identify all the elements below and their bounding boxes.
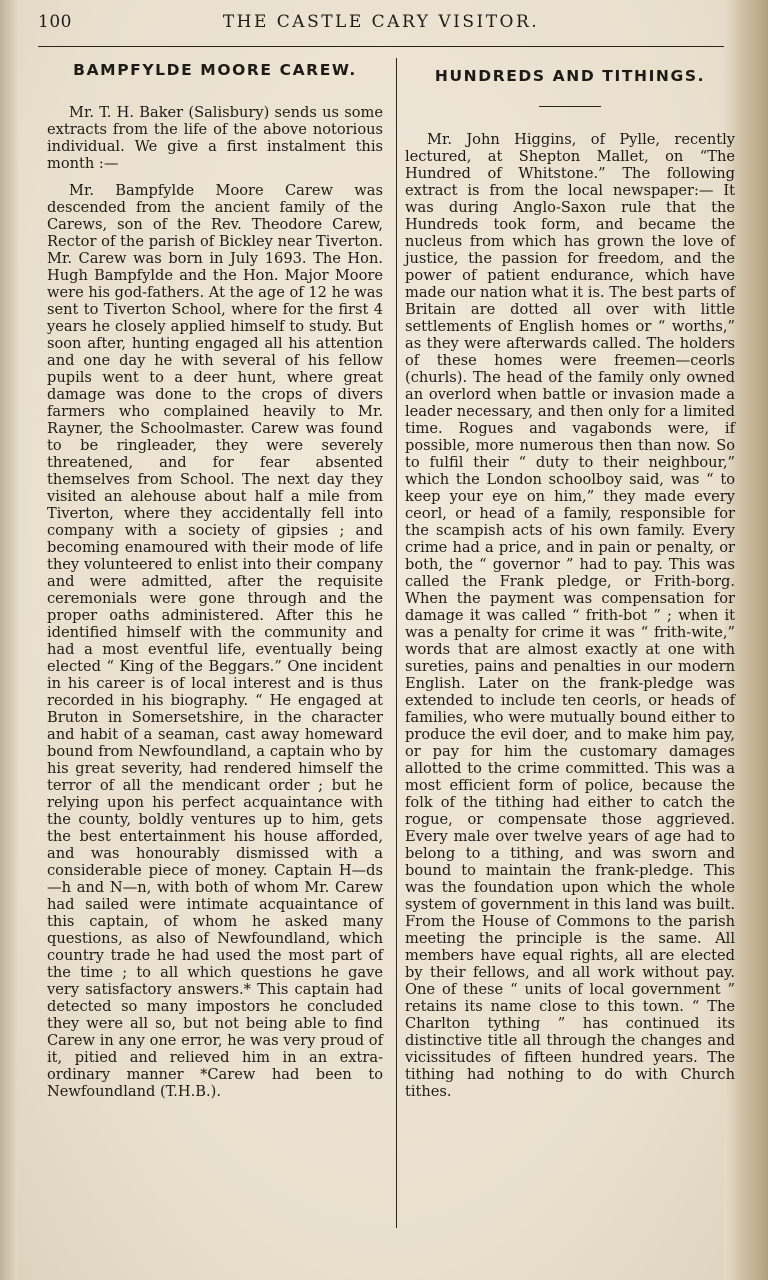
left-article-intro: Mr. T. H. Baker (Salisbury) sends us some extracts from the life of the above notorious individual. We give a first instalment this month :— — [47, 104, 383, 172]
right-column — [405, 60, 735, 1100]
right-article-body: Mr. John Higgins, of Pylle, recently lectured, at Shepton Mallet, on “The Hundred of Whitstone.” The following extract is from the local newspaper:— It was during Anglo-Saxon rule that the Hundreds took form, and became the nucleus from which has grown the love of justice, the passion for freedom, and the power of patient endurance, which have made our nation what it is. The best parts of Britain are dotted all over with little settlements of English homes or “ worths,” as they were afterwards called. The holders of these homes were freemen—ceorls (churls). The head of the family only owned an overlord when battle or invasion made a leader necessary, and then only for a limited time. Rogues and vagabonds were, if possible, more numerous then than now. So to fulfil their “ duty to their neighbour,” which the London schoolboy said, was “ to keep your eye on him,” they made every ceorl, or head of a family, responsible for the scampish acts of his own family. Every crime had a price, and in pain or penalty, or both, the “ governor ” had to pay. This was called the Frank pledge, or Frith-borg. When the payment was compensation for damage it was called “ frith-bot ” ; when it was a penalty for crime it was “ frith-wite,” words that are almost exactly at one with sureties, pains and penalties in our modern English. Later on the frank-pledge was extended to include ten ceorls, or heads of families, who were mutually bound either to produce the evil doer, and to make him pay, or pay for him the customary damages allotted to the crime committed. This was a most efficient form of police, because the folk of the tithing had either to catch the rogue, or compensate those aggrieved. Every male over twelve years of age had to belong to a tithing, and was sworn and bound to maintain the frank-pledge. This was the foundation upon which the whole system of government in this land was built. From the House of Commons to the parish meeting the principle is the same. All members have equal rights, all are elected by their fellows, and all work without pay. One of these “ units of local government ” retains its name close to this town. “ The Charlton tything ” has continued its distinctive title all through the changes and vicissitudes of fifteen hundred years. The tithing had nothing to do with Church tithes. — [405, 131, 735, 1100]
running-head — [38, 12, 724, 38]
right-article-title: HUNDREDS AND TITHINGS. — [434, 67, 706, 85]
left-column — [47, 60, 383, 1100]
title-rule — [539, 106, 601, 107]
left-article-body: Mr. Bampfylde Moore Carew was descended from the ancient family of the Carews, son of the Rev. Theodore Carew, Rector of the parish of Bickley near Tiverton. Mr. Carew was born in July 1693. The Hon. Hugh Bampfylde and the Hon. Major Moore were his god-fathers. At the age of 12 he was sent to Tiverton School, where for the first 4 years he closely applied himself to study. But soon after, hunting engaged all his attention and one day he with several of his fellow pupils went to a deer hunt, where great damage was done to the crops of divers farmers who complained heavily to Mr. Rayner, the Schoolmaster. Carew was found to be ringleader, they were severely threatened, and for fear absented themselves from School. The next day they visited an alehouse about half a mile from Tiverton, where they accidentally fell into company with a society of gipsies ; and becoming enamoured with their mode of life they volunteered to enlist into their company and were admitted, after the requisite ceremonials were gone through and the proper oaths administered. After this he identified himself with the community and had a most eventful life, eventually being elected “ King of the Beggars.” One incident in his career is of local interest and is thus recorded in his biography. “ He engaged at Bruton in Somersetshire, in the character and habit of a seaman, cast away homeward bound from Newfoundland, a captain who by his great severity, had rendered himself the terror of all the mendicant order ; but he relying upon his perfect acquaintance with the county, boldly ventures up to him, gets the best entertainment his house afforded, and was honourably dismissed with a considerable piece of money. Captain H—ds—h and N—n, with both of whom Mr. Carew had sailed were intimate acquaintance of this captain, of whom he asked many questions, as also of Newfoundland, which country trade he had used the most part of the time ; to all which questions he gave very satisfactory answers.* This captain had detected so many impostors he concluded they were all so, but not being able to find Carew in any one error, he was very proud of it, pitied and relieved him in an extra-ordinary manner *Carew had been to Newfoundland (T.H.B.). — [47, 182, 383, 1100]
column-divider — [396, 58, 397, 1228]
page-gutter-shadow — [0, 0, 18, 1280]
header-rule — [38, 46, 724, 47]
page-number: 100 — [38, 12, 72, 32]
journal-title: THE CASTLE CARY VISITOR. — [222, 12, 540, 32]
left-article-title: BAMPFYLDE MOORE CAREW. — [73, 61, 357, 79]
